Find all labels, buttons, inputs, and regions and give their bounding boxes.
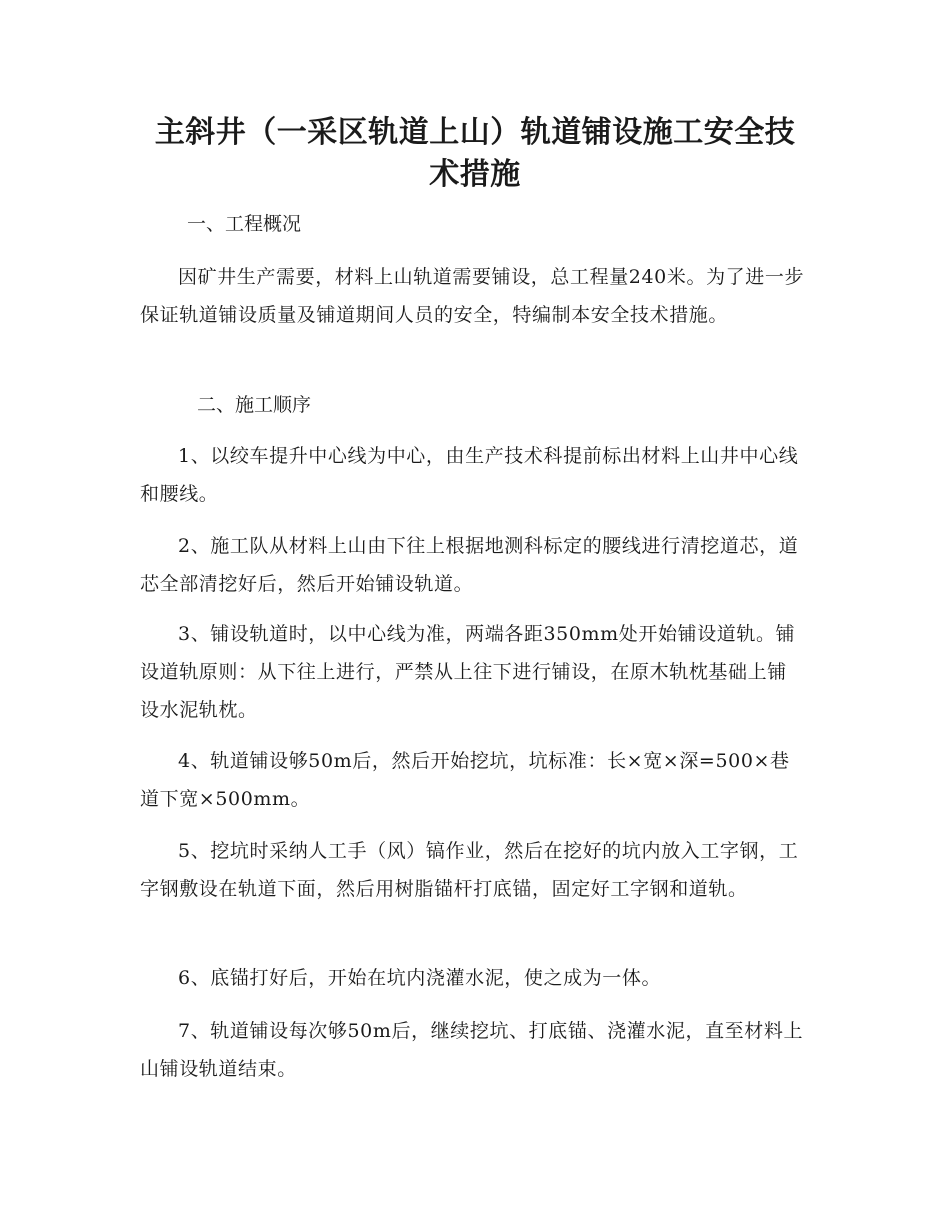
document-title: 主斜井（一采区轨道上山）轨道铺设施工安全技术措施 <box>154 115 796 192</box>
overview-paragraph: 因矿井生产需要，材料上山轨道需要铺设，总工程量240米。为了进一步保证轨道铺设质量及铺道期间人员的安全，特编制本安全技术措施。 <box>140 266 805 326</box>
step-paragraph-4: 4、轨道铺设够50m后，然后开始挖坑，坑标准：长×宽×深=500×巷道下宽×500mm。 <box>140 750 790 810</box>
step-paragraph-3: 3、铺设轨道时，以中心线为准，两端各距350mm处开始铺设道轨。铺设道轨原则：从下往上进行，严禁从上往下进行铺设，在原木轨枕基础上铺设水泥轨枕。 <box>140 623 796 721</box>
step-paragraph-5: 5、挖坑时采纳人工手（风）镐作业，然后在挖好的坑内放入工字钢，工字钢敷设在轨道下面，然后用树脂锚杆打底锚，固定好工字钢和道轨。 <box>140 840 799 900</box>
step-paragraph-2: 2、施工队从材料上山由下往上根据地测科标定的腰线进行清挖道芯，道芯全部清挖好后，然后开始铺设轨道。 <box>140 535 799 595</box>
section-heading-sequence: 二、施工顺序 <box>197 394 312 416</box>
step-paragraph-6: 6、底锚打好后，开始在坑内浇灌水泥，使之成为一体。 <box>178 967 662 989</box>
section-heading-overview: 一、工程概况 <box>187 213 302 235</box>
step-paragraph-1: 1、以绞车提升中心线为中心，由生产技术科提前标出材料上山井中心线和腰线。 <box>140 445 799 505</box>
step-paragraph-7: 7、轨道铺设每次够50m后，继续挖坑、打底锚、浇灌水泥，直至材料上山铺设轨道结束。 <box>140 1020 804 1080</box>
